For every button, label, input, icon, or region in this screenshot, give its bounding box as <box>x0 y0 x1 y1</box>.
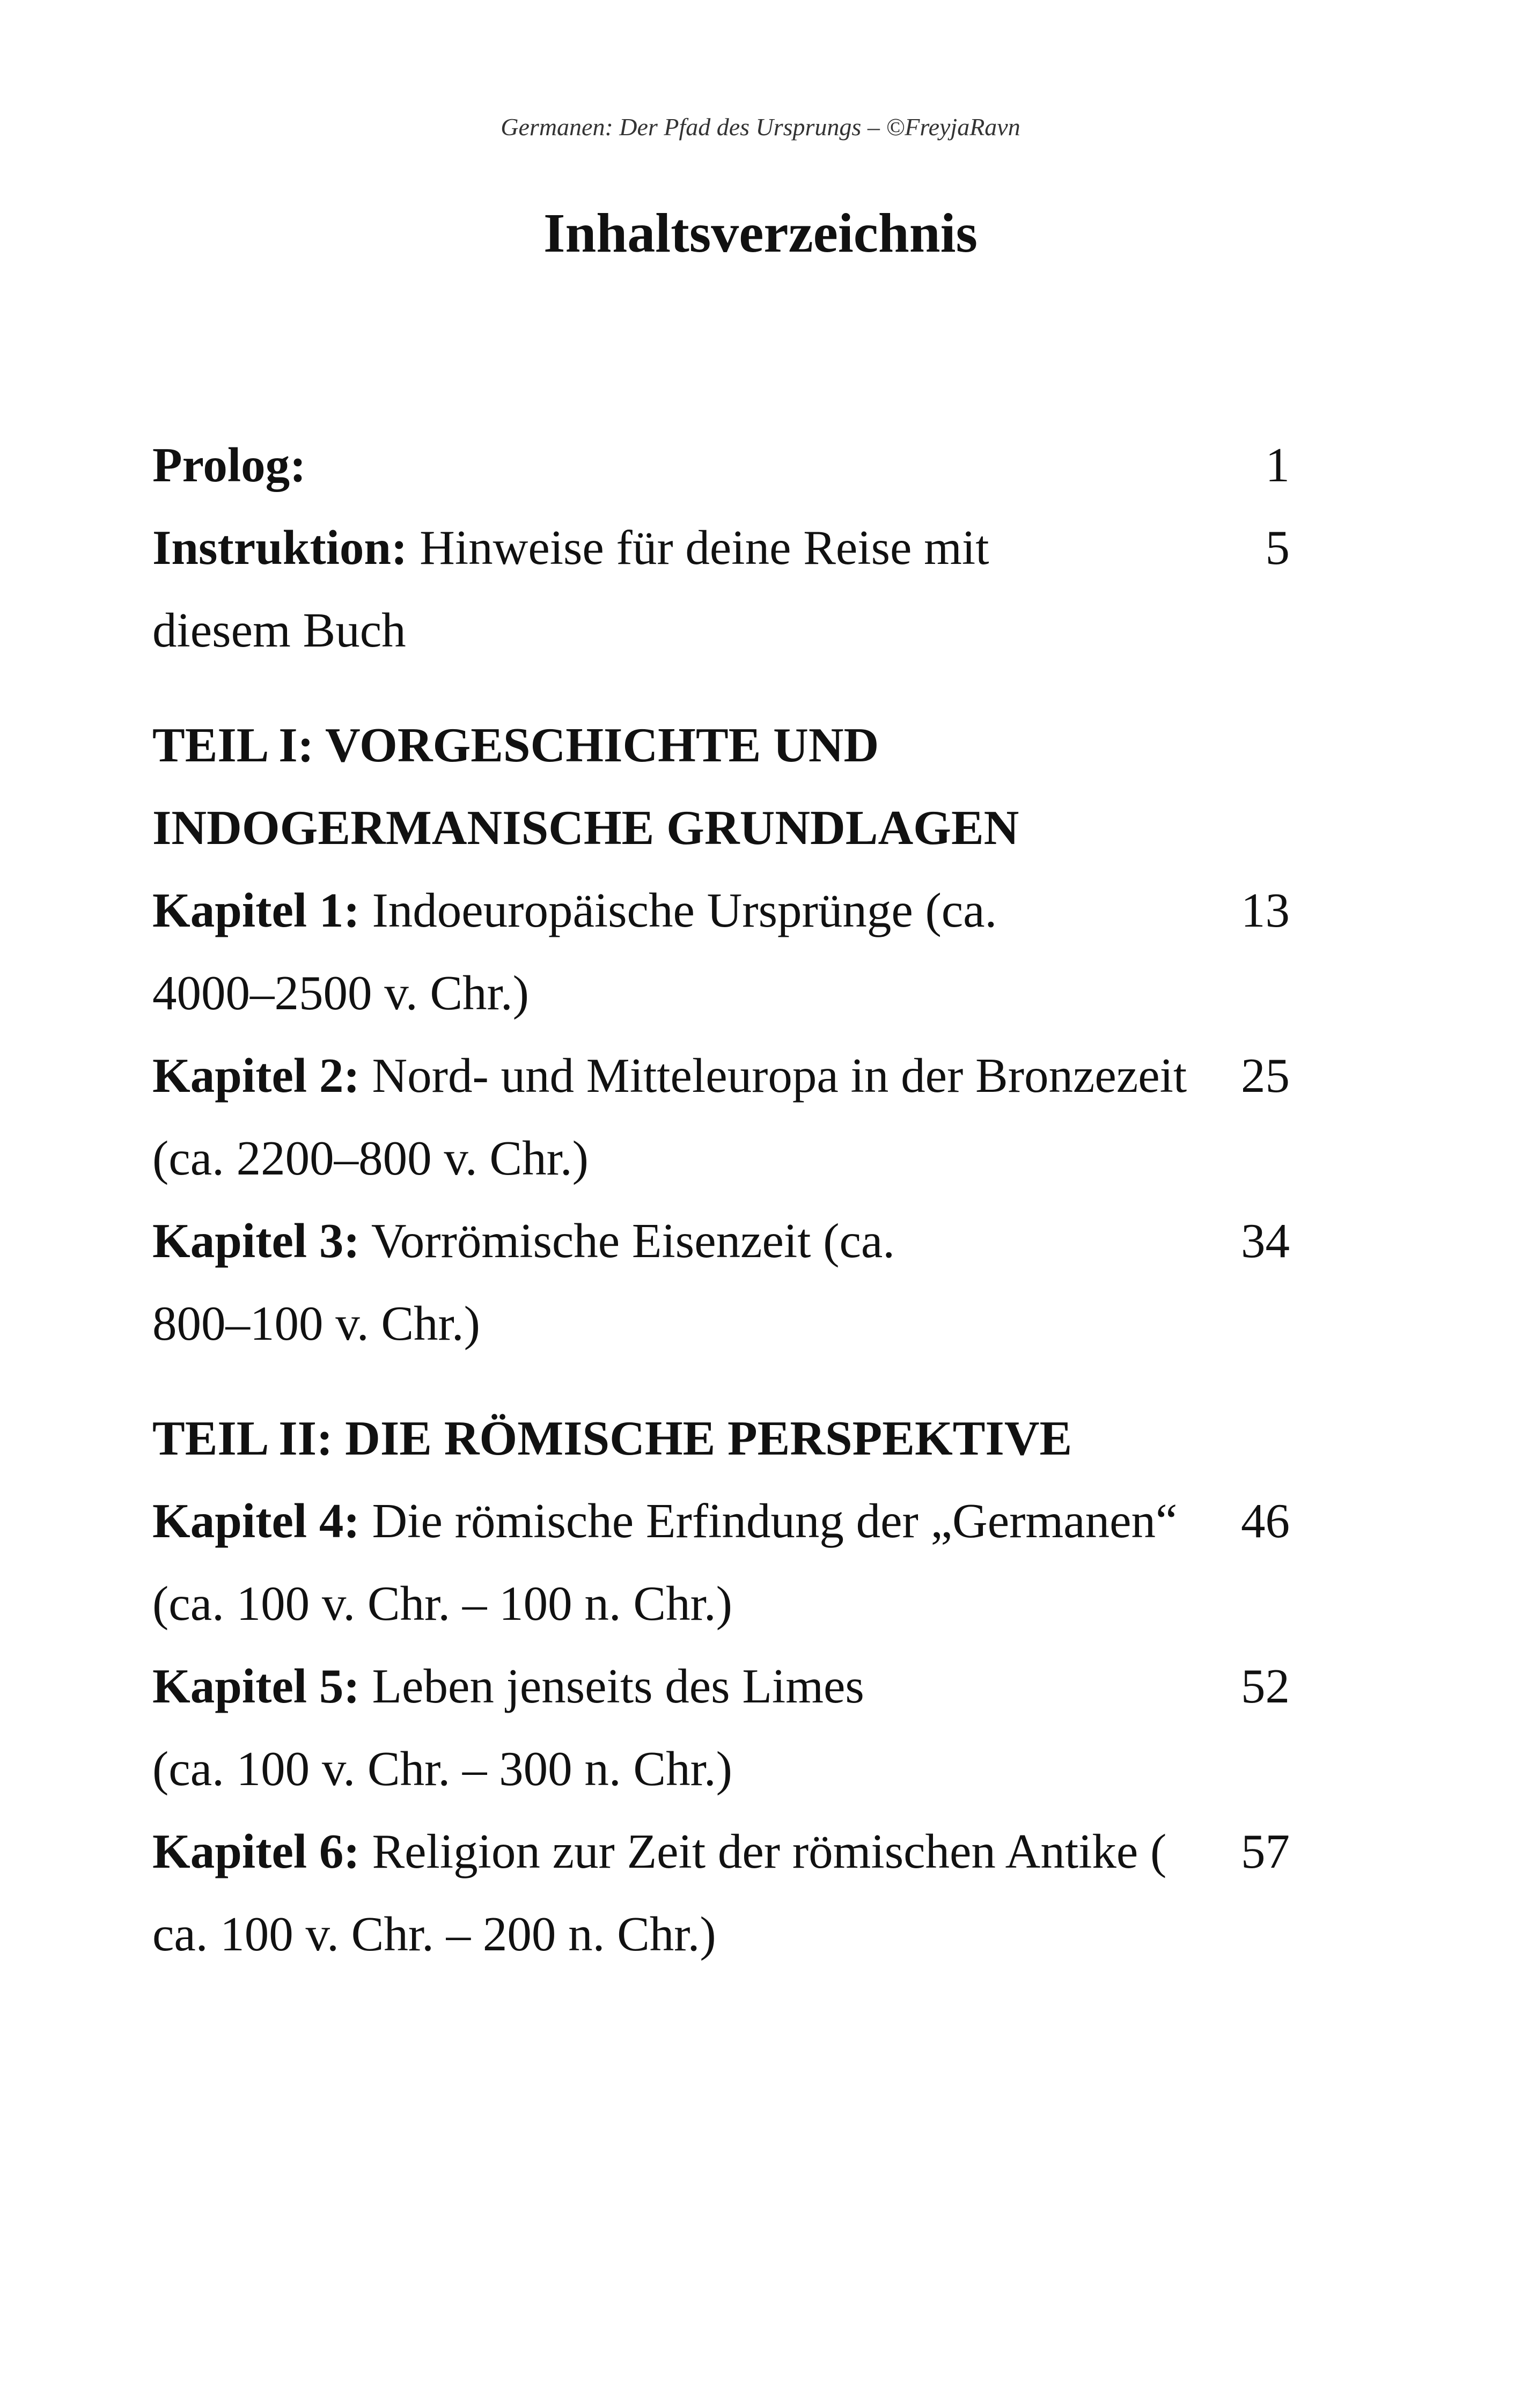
toc-entry-label: Kapitel 3: <box>152 1214 360 1268</box>
toc-entry-text: Nord- und Mitteleuropa in der Bronzezeit (ca. 2200–800 v. Chr.) <box>152 1048 1187 1185</box>
toc-entry-page: 25 <box>1241 1048 1290 1103</box>
toc-entry-prolog[interactable] <box>152 424 1290 506</box>
toc-entry-text: Die römische Erfindung der „Germanen“ (ca. 100 v. Chr. – 100 n. Chr.) <box>152 1494 1178 1631</box>
running-header: Germanen: Der Pfad des Ursprungs – ©FreyjaRavn <box>501 113 1020 141</box>
toc-entry-label: Kapitel 6: <box>152 1824 360 1878</box>
part-heading-2: TEIL II: DIE RÖMISCHE PERSPEKTIVE <box>152 1411 1072 1465</box>
table-of-contents <box>152 424 1290 1976</box>
toc-entry-chapter-2[interactable] <box>152 1034 1290 1200</box>
toc-entry-text: Leben jenseits des Limes (ca. 100 v. Chr. – 300 n. Chr.) <box>152 1659 864 1796</box>
toc-entry-label: Kapitel 5: <box>152 1659 360 1713</box>
page-title: Inhaltsverzeichnis <box>543 202 978 264</box>
toc-entry-label: Instruktion: <box>152 520 408 575</box>
toc-entry-label: Kapitel 2: <box>152 1048 360 1103</box>
toc-entry-label: Kapitel 1: <box>152 883 360 937</box>
toc-entry-text: Hinweise für deine Reise mit diesem Buch <box>152 520 989 657</box>
toc-entry-label: Kapitel 4: <box>152 1494 360 1548</box>
toc-entry-page: 34 <box>1241 1214 1290 1268</box>
toc-entry-page: 5 <box>1265 520 1290 575</box>
toc-entry-chapter-5[interactable] <box>152 1645 1290 1810</box>
toc-entry-page: 46 <box>1241 1494 1290 1548</box>
toc-entry-page: 52 <box>1241 1659 1290 1713</box>
toc-entry-page: 57 <box>1241 1824 1290 1878</box>
toc-entry-page: 13 <box>1241 883 1290 937</box>
toc-entry-label: Prolog: <box>152 438 306 492</box>
toc-entry-page: 1 <box>1265 438 1290 492</box>
toc-entry-chapter-4[interactable] <box>152 1480 1290 1645</box>
toc-entry-text: Religion zur Zeit der römischen Antike ( ca. 100 v. Chr. – 200 n. Chr.) <box>152 1824 1167 1961</box>
toc-entry-chapter-6[interactable] <box>152 1810 1290 1976</box>
toc-entry-chapter-3[interactable] <box>152 1200 1290 1365</box>
toc-entry-chapter-1[interactable] <box>152 869 1290 1034</box>
toc-entry-text: Indoeuropäische Ursprünge (ca. 4000–2500 v. Chr.) <box>152 883 997 1020</box>
part-heading-1: TEIL I: VORGESCHICHTE UND INDOGERMANISCHE GRUNDLAGEN <box>152 718 1019 855</box>
toc-entry-instruktion[interactable] <box>152 506 1290 672</box>
toc-entry-text: Vorrömische Eisenzeit (ca. 800–100 v. Chr.) <box>152 1214 895 1350</box>
